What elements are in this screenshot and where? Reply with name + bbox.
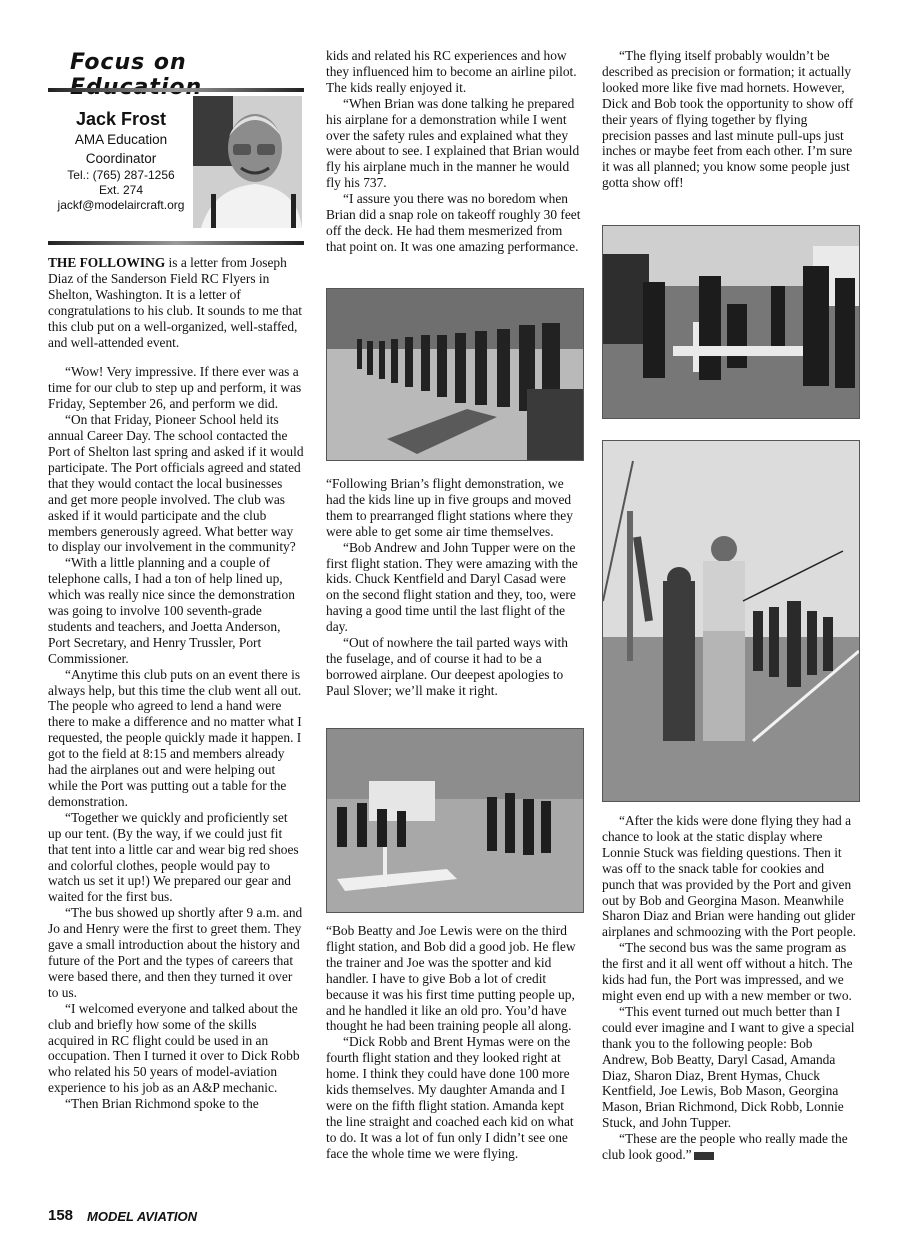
body-paragraph: “The bus showed up shortly after 9 a.m. and Jo and Henry were the first to greet them. They gave a small introduction about the history and future of the Port and the types of careers that were based there, and then they turned it over to us. [48, 905, 303, 1000]
photo-pilot-and-kid [602, 440, 860, 802]
body-paragraph: “Bob Beatty and Joe Lewis were on the third flight station, and Bob did a good job. He flew the trainer and Joe was the spotter and kid handler. I have to give Bob a lot of credit because it was his first time putting people up, and he handled it like an old pro. You’d have thought he had been training people all along. [326, 923, 576, 1034]
column-1 [48, 255, 304, 1112]
page-number: 158 [48, 1207, 74, 1224]
coordinator-name: Jack Frost [75, 109, 167, 129]
column-2-middle [326, 476, 582, 699]
body-paragraph: “Out of nowhere the tail parted ways with the fuselage, and of course it had to be a borrowed airplane. Our deepest apologies to Paul Slover; we’ll make it right. [326, 635, 568, 698]
end-mark-icon [694, 1152, 714, 1160]
intro-paragraph [48, 255, 304, 350]
intro-lead: THE FOLLOWING [48, 255, 166, 270]
coordinator-role-line1: AMA Education [74, 132, 168, 147]
photo-flight-stations [326, 728, 584, 913]
body-paragraph: “The flying itself probably wouldn’t be described as precision or formation; it actually looked more like five mad hornets. However, Dick and Bob took the opportunity to show off their years of flying together by flying precision passes and last minute pull-ups just inches or maybe feet from each other. I’m sure it was all planned; you know some people just gotta show off! [602, 48, 854, 191]
body-paragraph: “After the kids were done flying they had a chance to look at the static display where Lonnie Stuck was fielding questions. Then it was off to the snack table for cookies and punch that was provided by the Port and given out by Bob and Georgina Mason. Meanwhile Sharon Diaz and Brian were handing out glider airplanes and schmoozing with the Port people. [602, 813, 856, 940]
body-paragraph: “Bob Andrew and John Tupper were on the first flight station. They were amazing with the kids. Chuck Kentfield and Daryl Casad were on the second flight station and they, too, were having a good time until the last flight of the day. [326, 539, 578, 635]
body-paragraph: “Anytime this club puts on an event there is always help, but this time the club went all out. The people who agreed to lend a hand were there to make a difference and no matter what I requested, the people quickly made it happen. I got to the field at 8:15 and members already had the airplanes out and were helping out while the Port was putting out a table for the demonstration. [48, 666, 302, 809]
coordinator-block [48, 108, 194, 213]
closing-line: “These are the people who really made the club look good.” [602, 1131, 848, 1163]
body-paragraph [602, 1131, 858, 1163]
magazine-name: MODEL AVIATION [87, 1209, 198, 1224]
body-paragraph: “Wow! Very impressive. If there ever was a time for our club to step up and perform, it was Friday, September 26, and perform we did. [48, 364, 302, 412]
column-2-top [326, 48, 582, 255]
body-paragraph: “I welcomed everyone and talked about the club and briefly how some of the skills acquired in RC flight could be used in an occupation. Then I turned it over to Dick Robb who related his 50 years of model-aviation experience to his job as an A&P mechanic. [48, 1000, 300, 1096]
body-paragraph: “Dick Robb and Brent Hymas were on the fourth flight station and they looked right at home. I think they could have done 100 more kids themselves. My daughter Amanda and I were on the fifth flight station. Amanda kept the line straight and coached each kid on what to do. It was a lot of fun only I didn’t see one face the whole time we were flying. [326, 1034, 574, 1161]
body-paragraph: “This event turned out much better than I could ever imagine and I want to give a special thank you to the following people: Bob Andrew, Bob Beatty, Daryl Casad, Amanda Diaz, Sharon Diaz, Brent Hymas, Chuck Kentfield, Joe Lewis, Bob Mason, Georgina Mason, Brian Richmond, Dick Robb, Lonnie Stuck, and John Tupper. [602, 1003, 855, 1131]
column-3-top [602, 48, 858, 191]
body-paragraph: “When Brian was done talking he prepared his airplane for a demonstration while I went over the safety rules and explained what they were about to see. I explained that Brian would fly his airplane much in the manner he would fly his 737. [326, 95, 580, 191]
photo-static-display [602, 225, 860, 419]
body-paragraph: “I assure you there was no boredom when Brian did a snap role on takeoff roughly 30 feet off the deck. He had them mesmerized from that point on. It was one amazing performance. [326, 191, 581, 254]
header-rule-bottom [48, 241, 304, 245]
intro-text: is a letter from Joseph Diaz of the Sanderson Field RC Flyers in Shelton, Washington. It is a letter of congratulations to his club. It sounds to me that this club put on a well-organized, well-staffed, and well-attended event. [48, 255, 303, 350]
coordinator-ext: Ext. 274 [98, 183, 144, 197]
column-2-bottom [326, 923, 582, 1162]
photo-kids-lined-up [326, 288, 584, 461]
body-paragraph: “With a little planning and a couple of telephone calls, I had a ton of help lined up, which was really nice since the demonstration was going to involve 100 seventh-grade students and teachers, and Joetta Anderson, Port Secretary, and Henry Trussler, Port Commissioner. [48, 555, 295, 666]
section-title: Focus on [70, 50, 187, 75]
coordinator-phone: Tel.: (765) 287-1256 [67, 168, 175, 182]
body-paragraph: “Together we quickly and proficiently set up our tent. (By the way, if we could just fit that tent into a little car and wear big red shoes and colorful clothes, people would pay to watch us set it up!) We prepared our gear and waited for the first bus. [48, 809, 299, 905]
body-paragraph: “The second bus was the same program as the first and it all went off without a hitch. The kids had fun, the Port was impressed, and we might even end up with a new member or two. [602, 940, 853, 1003]
header-rule-top [48, 88, 304, 92]
coordinator-email: jackf@modelaircraft.org [57, 198, 185, 212]
column-3-bottom [602, 813, 858, 1163]
coordinator-portrait [193, 96, 302, 228]
body-paragraph: kids and related his RC experiences and how they influenced him to become an airline pilot. The kids really enjoyed it. [326, 48, 577, 95]
body-paragraph: “On that Friday, Pioneer School held its annual Career Day. The school contacted the Port of Shelton last spring and asked if it would participate. The Port officials agreed and stated that they would contact the local businesses and get more people involved. The club was asked if it would participate and the club members generously agreed. What better way to display our involvement in the community? [48, 412, 304, 555]
body-paragraph: “Following Brian’s flight demonstration, we had the kids line up in five groups and moved them to prearranged flight stations where they were able to get some air time themselves. [326, 476, 573, 539]
coordinator-role-line2: Coordinator [85, 151, 157, 166]
body-paragraph: “Then Brian Richmond spoke to the [65, 1096, 259, 1112]
